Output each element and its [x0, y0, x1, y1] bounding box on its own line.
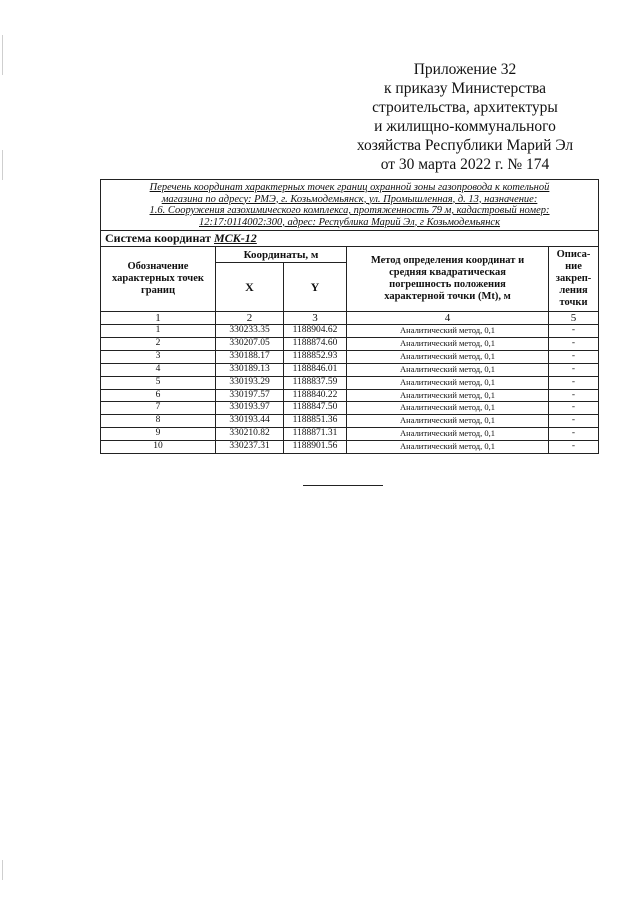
- col-coords: Координаты, м: [216, 247, 347, 263]
- point-number-cell: 7: [101, 402, 216, 415]
- x-coordinate-cell: 330197.57: [216, 389, 284, 402]
- column-number: 4: [347, 312, 549, 325]
- method-cell: Аналитический метод, 0,1: [347, 325, 549, 338]
- y-coordinate-cell: 1188840.22: [284, 389, 347, 402]
- coordinate-system: [101, 231, 599, 247]
- x-coordinate-cell: 330188.17: [216, 350, 284, 363]
- description-cell: -: [549, 337, 599, 350]
- column-number: 3: [284, 312, 347, 325]
- col-desc-line: закреп-: [555, 273, 592, 284]
- col-x: X: [216, 263, 284, 312]
- col-desc-line: точки: [559, 297, 588, 308]
- y-coordinate-cell: 1188837.59: [284, 376, 347, 389]
- method-cell: Аналитический метод, 0,1: [347, 350, 549, 363]
- col-description: [549, 247, 599, 312]
- scan-edge-mark: [2, 35, 3, 75]
- col-designation: [101, 247, 216, 312]
- description-cell: -: [549, 350, 599, 363]
- point-number-cell: 6: [101, 389, 216, 402]
- point-number-cell: 10: [101, 441, 216, 454]
- method-cell: Аналитический метод, 0,1: [347, 415, 549, 428]
- x-coordinate-cell: 330207.05: [216, 337, 284, 350]
- y-coordinate-cell: 1188846.01: [284, 363, 347, 376]
- header-line: хозяйства Республики Марий Эл: [356, 137, 574, 154]
- coordinates-table: [100, 179, 599, 454]
- table-row: [101, 325, 599, 338]
- table-row: [101, 376, 599, 389]
- x-coordinate-cell: 330210.82: [216, 428, 284, 441]
- method-cell: Аналитический метод, 0,1: [347, 441, 549, 454]
- header-line: от 30 марта 2022 г. № 174: [380, 156, 550, 173]
- table-row: [101, 402, 599, 415]
- col-y: Y: [284, 263, 347, 312]
- description-cell: -: [549, 428, 599, 441]
- appendix-header: [330, 60, 600, 174]
- header-line: Приложение 32: [413, 61, 517, 78]
- y-coordinate-cell: 1188851.36: [284, 415, 347, 428]
- table-row: [101, 415, 599, 428]
- y-coordinate-cell: 1188874.60: [284, 337, 347, 350]
- x-coordinate-cell: 330233.35: [216, 325, 284, 338]
- point-number-cell: 8: [101, 415, 216, 428]
- col-method-line: погрешность положения: [389, 279, 506, 290]
- end-divider: [303, 485, 383, 486]
- method-cell: Аналитический метод, 0,1: [347, 376, 549, 389]
- description-cell: -: [549, 376, 599, 389]
- system-value: МСК-12: [213, 231, 257, 245]
- description-cell: -: [549, 325, 599, 338]
- table-row: [101, 428, 599, 441]
- x-coordinate-cell: 330189.13: [216, 363, 284, 376]
- header-row: [101, 247, 599, 263]
- description-cell: -: [549, 415, 599, 428]
- point-number-cell: 3: [101, 350, 216, 363]
- description-cell: -: [549, 363, 599, 376]
- table-caption: [101, 180, 599, 231]
- point-number-cell: 1: [101, 325, 216, 338]
- table-body: [101, 325, 599, 454]
- x-coordinate-cell: 330193.44: [216, 415, 284, 428]
- col-designation-line: границ: [140, 285, 175, 296]
- system-label: Система координат: [105, 231, 211, 245]
- y-coordinate-cell: 1188847.50: [284, 402, 347, 415]
- description-cell: -: [549, 389, 599, 402]
- method-cell: Аналитический метод, 0,1: [347, 337, 549, 350]
- header-line: к приказу Министерства: [384, 80, 546, 97]
- column-number: 1: [101, 312, 216, 325]
- caption-row: [101, 180, 599, 231]
- col-desc-line: ления: [559, 285, 588, 296]
- y-coordinate-cell: 1188852.93: [284, 350, 347, 363]
- col-designation-line: характерных точек: [112, 273, 204, 284]
- y-coordinate-cell: 1188871.31: [284, 428, 347, 441]
- col-desc-line: ние: [565, 261, 582, 272]
- x-coordinate-cell: 330193.29: [216, 376, 284, 389]
- col-designation-line: Обозначение: [127, 261, 189, 272]
- system-row: [101, 231, 599, 247]
- method-cell: Аналитический метод, 0,1: [347, 402, 549, 415]
- table-row: [101, 441, 599, 454]
- y-coordinate-cell: 1188901.56: [284, 441, 347, 454]
- header-line: строительства, архитектуры: [372, 99, 558, 116]
- col-method-line: средняя квадратическая: [389, 267, 506, 278]
- scan-edge-mark: [2, 860, 3, 880]
- method-cell: Аналитический метод, 0,1: [347, 389, 549, 402]
- point-number-cell: 2: [101, 337, 216, 350]
- description-cell: -: [549, 441, 599, 454]
- table-row: [101, 389, 599, 402]
- description-cell: -: [549, 402, 599, 415]
- method-cell: Аналитический метод, 0,1: [347, 428, 549, 441]
- caption-line: магазина по адресу: РМЭ, г. Козьмодемьянск, ул. Промышленная, д. 13, назначение:: [161, 193, 538, 205]
- point-number-cell: 9: [101, 428, 216, 441]
- col-desc-line: Описа-: [556, 249, 591, 260]
- caption-line: 12:17:0114002:300, адрес: Республика Марий Эл, г Козьмодемьянск: [199, 216, 501, 228]
- x-coordinate-cell: 330193.97: [216, 402, 284, 415]
- method-cell: Аналитический метод, 0,1: [347, 363, 549, 376]
- table-row: [101, 363, 599, 376]
- y-coordinate-cell: 1188904.62: [284, 325, 347, 338]
- header-line: и жилищно-коммунального: [374, 118, 556, 135]
- x-coordinate-cell: 330237.31: [216, 441, 284, 454]
- col-method-line: характерной точки (Mt), м: [384, 291, 511, 302]
- column-number: 5: [549, 312, 599, 325]
- table-row: [101, 350, 599, 363]
- caption-line: 1.6. Сооружения газохимического комплекса, протяженность 79 м, кадастровый номер:: [149, 205, 550, 216]
- col-method-line: Метод определения координат и: [370, 255, 525, 266]
- point-number-cell: 4: [101, 363, 216, 376]
- column-number: 2: [216, 312, 284, 325]
- column-numbers-row: [101, 312, 599, 325]
- point-number-cell: 5: [101, 376, 216, 389]
- table-row: [101, 337, 599, 350]
- col-method: [347, 247, 549, 312]
- caption-line: Перечень координат характерных точек границ охранной зоны газопровода к котельной: [149, 182, 550, 193]
- scan-edge-mark: [2, 150, 3, 180]
